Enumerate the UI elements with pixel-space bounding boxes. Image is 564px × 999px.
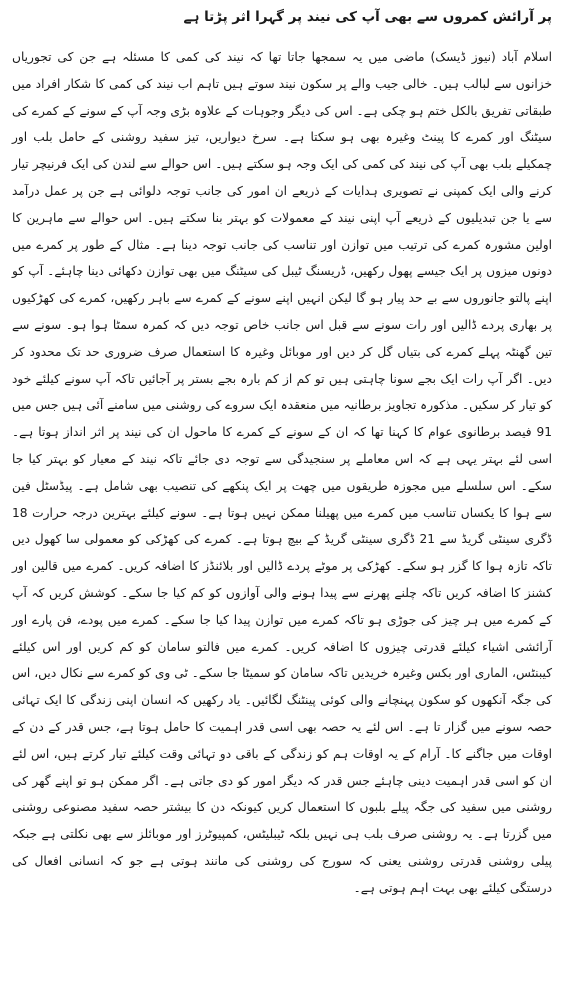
article-body: اسلام آباد (نیوز ڈیسک) ماضی میں یہ سمجھا جاتا تھا کہ نیند کی کمی کا مسئلہ ہے جن کی تجوریاں خزانوں سے لبالب ہیں۔ خالی جیب والے پر سکون نیند سوتے ہیں تاہم اب نیند کی کمی کا شکار افراد میں طبقاتی تفریق بالکل ختم ہو چکی ہے۔ اس کی دیگر وجوہات کے علاوہ بڑی وجہ آپ کے سونے کے کمرے کی سیٹنگ اور کمرے کا پینٹ وغیرہ بھی ہو سکتا ہے۔ سرخ دیواریں، تیز سفید روشنی کے حامل بلب اور چمکیلے بلب بھی آپ کی نیند کی کمی کی ایک وجہ ہو سکتے ہیں۔ اس حوالے سے لندن کی ایک فرنیچر تیار کرنے والی ایک کمپنی نے تصویری ہدایات کے ذریعے ان امور کی جانب توجہ دلوائی ہے جن پر عمل درآمد سے یا جن تبدیلیوں کے ذریعے آپ اپنی نیند کے معمولات کو بہتر بنا سکتے ہیں۔ اس حوالے سے ماہرین کا اولین مشورہ کمرے کی ترتیب میں توازن اور تناسب کی جانب توجہ دینا ہے۔ مثال کے طور پر کمرے میں دونوں میزوں پر ایک جیسے پھول رکھیں، ڈریسنگ ٹیبل کی سیٹنگ میں بھی توازن دکھائی دینا چاہئے۔ آپ کو اپنے پالتو جانوروں سے بے حد پیار ہو گا لیکن انہیں اپنے سونے کے کمرے سے باہر رکھیں، کمرے کی کھڑکیوں پر بھاری پردے ڈالیں اور رات سونے سے قبل اس جانب خاص توجہ دیں کہ کمرہ سمٹا ہوا ہو۔ سونے سے تین گھنٹہ پہلے کمرے کی بتیاں گل کر دیں اور موبائل وغیرہ کا استعمال صرف ضروری حد تک محدود کر دیں۔ اگر آپ رات ایک بجے سونا چاہتی ہیں تو کم از کم بارہ بجے بستر پر آجائیں تاکہ آپ سونے کیلئے خود کو تیار کر سکیں۔ مذکورہ تجاویز برطانیہ میں منعقدہ ایک سروے کی روشنی میں سامنے آئی ہیں جس میں 91 فیصد برطانوی عوام کا کہنا تھا کہ ان کے سونے کے کمرے کا ماحول ان کی نیند پر اثر انداز ہوتا ہے۔ اسی لئے بہتر یہی ہے کہ اس معاملے پر سنجیدگی سے توجہ دی جائے تاکہ نیند کے معیار کو بہتر کیا جا سکے۔ اس سلسلے میں مجوزہ طریقوں میں چھت پر ایک پنکھے کی تنصیب بھی شامل ہے۔ پیڈسٹل فین سے ہوا کا یکساں تناسب میں کمرے میں پھیلنا ممکن نہیں ہوتا ہے۔ سونے کیلئے بہترین درجہ حرارت 18 ڈگری سینٹی گریڈ سے 21 ڈگری سینٹی گریڈ کے بیچ ہوتا ہے۔ کمرے کی کھڑکی کو معمولی سا کھول دیں تاکہ تازہ ہوا کا گزر ہو سکے۔ کھڑکی پر موٹے پردے ڈالیں اور بلائنڈز کا اضافہ کریں۔ کمرے میں قالین اور کشنز کا اضافہ کریں تاکہ چلنے پھرنے سے پیدا ہونے والی آوازوں کو کم کیا جا سکے۔ کوشش کریں کہ آپ کے کمرے میں ہر چیز کی جوڑی ہو تاکہ کمرے میں توازن پیدا کیا جا سکے۔ کمرے میں پودے، فن پارے اور آرائشی اشیاء کیلئے قدرتی چیزوں کا اضافہ کریں۔ کمرے میں فالتو سامان کو کم کریں اور اس کیلئے کیبنٹس، الماری اور بکس وغیرہ خریدیں تاکہ سامان کو سمیٹا جا سکے۔ ٹی وی کو کمرے سے نکال دیں، اس کی جگہ آنکھوں کو سکون پہنچانے والی کوئی پینٹنگ لگائیں۔ یاد رکھیں کہ انسان اپنی زندگی کا ایک تہائی حصہ سونے میں گزار تا ہے۔ اس لئے یہ حصہ بھی اسی قدر اہمیت کا حامل ہوتا ہے، جس قدر کے دن کے اوقات میں جاگنے کا۔ آرام کے یہ اوقات ہم کو زندگی کے باقی دو تہائی وقت کیلئے تیار کرتے ہیں، اس لئے ان کو اسی قدر اہمیت دینی چاہئے جس قدر کہ دیگر امور کو دی جاتی ہے۔ اگر ممکن ہو تو اپنے گھر کی روشنی میں سفید کی جگہ پیلے بلبوں کا استعمال کریں کیونکہ دن کا بیشتر حصہ سفید مصنوعی روشنی میں گزرتا ہے۔ یہ روشنی صرف بلب ہی نہیں بلکہ ٹیبلیٹس، کمپیوٹرز اور موبائلز سے بھی نکلتی ہے جبکہ پیلی روشنی قدرتی روشنی یعنی کہ سورج کی روشنی کی مانند ہوتی ہے جو کہ انسانی افعال کی درستگی کیلئے بھی بہت اہم ہوتی ہے۔ (12, 50, 552, 895)
article-headline: پر آرائش کمروں سے بھی آپ کی نیند پر گہرا اثر پڑتا ہے (183, 9, 552, 25)
